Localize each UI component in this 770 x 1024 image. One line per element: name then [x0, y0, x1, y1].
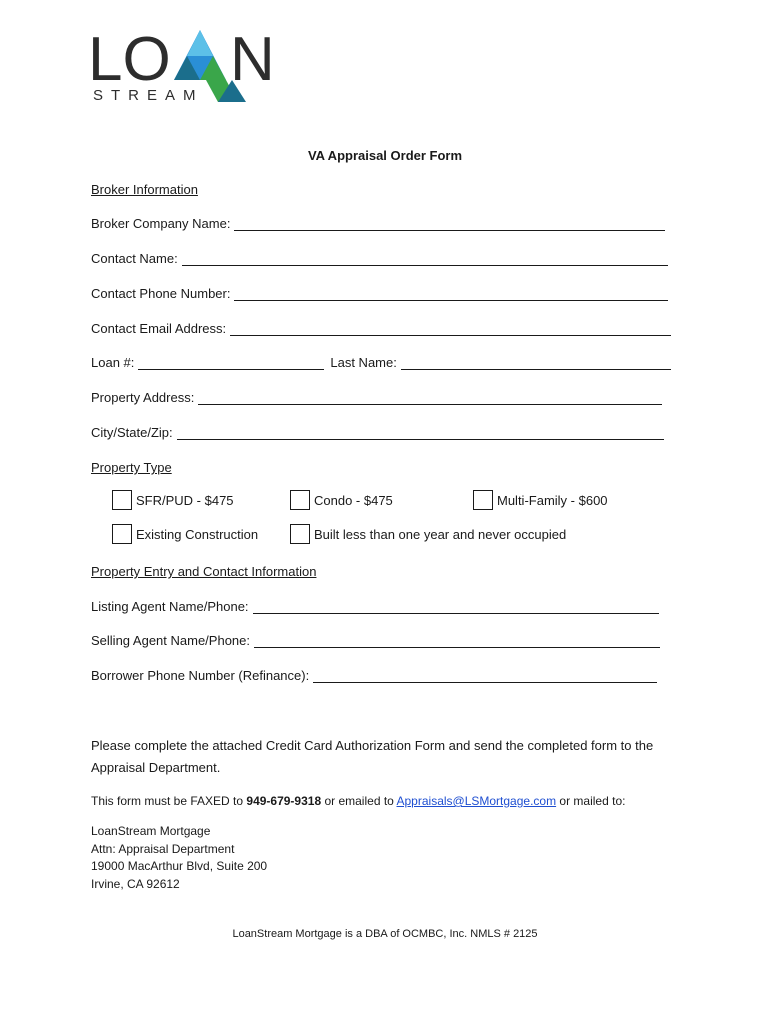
contact-phone-input[interactable]	[234, 286, 668, 301]
listing-agent-input[interactable]	[253, 599, 659, 614]
address-line-2: Attn: Appraisal Department	[91, 841, 235, 856]
existing-construction-checkbox[interactable]	[112, 524, 132, 544]
broker-section-heading: Broker Information	[91, 182, 198, 197]
property-type-multi[interactable]	[473, 490, 608, 510]
sfr-label: SFR/PUD - $475	[136, 492, 234, 508]
borrower-phone-row	[91, 668, 657, 683]
multi-family-checkbox[interactable]	[473, 490, 493, 510]
sfr-checkbox[interactable]	[112, 490, 132, 510]
submission-text	[91, 794, 625, 808]
property-address-input[interactable]	[198, 390, 662, 405]
property-type-existing[interactable]	[112, 524, 258, 544]
contact-email-row	[91, 321, 671, 336]
form-title: VA Appraisal Order Form	[307, 148, 463, 163]
condo-label: Condo - $475	[314, 492, 393, 508]
contact-phone-row	[91, 286, 668, 301]
property-type-condo[interactable]	[290, 490, 393, 510]
address-line-3: 19000 MacArthur Blvd, Suite 200	[91, 859, 268, 873]
broker-company-input[interactable]	[234, 216, 665, 231]
submission-suffix: or mailed to:	[556, 794, 626, 808]
existing-construction-label: Existing Construction	[136, 526, 259, 542]
loan-number-input[interactable]	[138, 355, 324, 370]
mailing-address	[91, 823, 267, 893]
multi-family-label: Multi-Family - $600	[497, 492, 608, 508]
loanstream-logo	[88, 28, 284, 106]
property-type-sfr[interactable]	[112, 490, 234, 510]
logo-letter-n: N	[230, 28, 275, 94]
submission-prefix: This form must be FAXED to	[91, 794, 247, 808]
condo-checkbox[interactable]	[290, 490, 310, 510]
property-type-heading: Property Type	[91, 460, 172, 475]
borrower-phone-input[interactable]	[313, 668, 657, 683]
contact-name-input[interactable]	[182, 251, 668, 266]
selling-agent-label: Selling Agent Name/Phone:	[91, 633, 250, 648]
listing-agent-row	[91, 599, 659, 614]
contact-name-row	[91, 251, 668, 266]
contact-email-input[interactable]	[230, 321, 671, 336]
selling-agent-row	[91, 633, 660, 648]
contact-name-label: Contact Name:	[91, 251, 178, 266]
property-type-new[interactable]	[290, 524, 566, 544]
instructions-text: Please complete the attached Credit Card Authorization Form and send the completed form to the Appraisal Department.	[91, 738, 654, 775]
city-state-zip-row	[91, 425, 664, 440]
city-state-zip-label: City/State/Zip:	[91, 425, 173, 440]
property-address-row	[91, 390, 662, 405]
entry-section-heading: Property Entry and Contact Information	[91, 564, 317, 579]
fax-number: 949-679-9318	[246, 794, 322, 808]
logo-letters-lo: LO	[88, 28, 171, 94]
city-state-zip-input[interactable]	[177, 425, 664, 440]
loan-number-label: Loan #:	[91, 355, 135, 370]
contact-email-label: Contact Email Address:	[91, 321, 227, 336]
footer-text: LoanStream Mortgage is a DBA of OCMBC, Inc. NMLS # 2125	[232, 928, 538, 940]
last-name-label: Last Name:	[330, 355, 397, 370]
submission-middle: or emailed to	[321, 794, 397, 808]
new-build-checkbox[interactable]	[290, 524, 310, 544]
loan-row	[91, 355, 671, 370]
contact-phone-label: Contact Phone Number:	[91, 286, 231, 301]
borrower-phone-label: Borrower Phone Number (Refinance):	[91, 668, 310, 683]
logo-subtext: STREAM	[93, 87, 204, 104]
selling-agent-input[interactable]	[254, 633, 660, 648]
address-line-1: LoanStream Mortgage	[91, 824, 211, 838]
email-link[interactable]: Appraisals@LSMortgage.com	[396, 794, 557, 808]
broker-company-label: Broker Company Name:	[91, 216, 231, 231]
address-line-4: Irvine, CA 92612	[91, 876, 180, 891]
broker-company-row	[91, 216, 665, 231]
property-address-label: Property Address:	[91, 390, 195, 405]
new-build-label: Built less than one year and never occupied	[314, 526, 567, 542]
last-name-input[interactable]	[401, 355, 671, 370]
listing-agent-label: Listing Agent Name/Phone:	[91, 599, 249, 614]
